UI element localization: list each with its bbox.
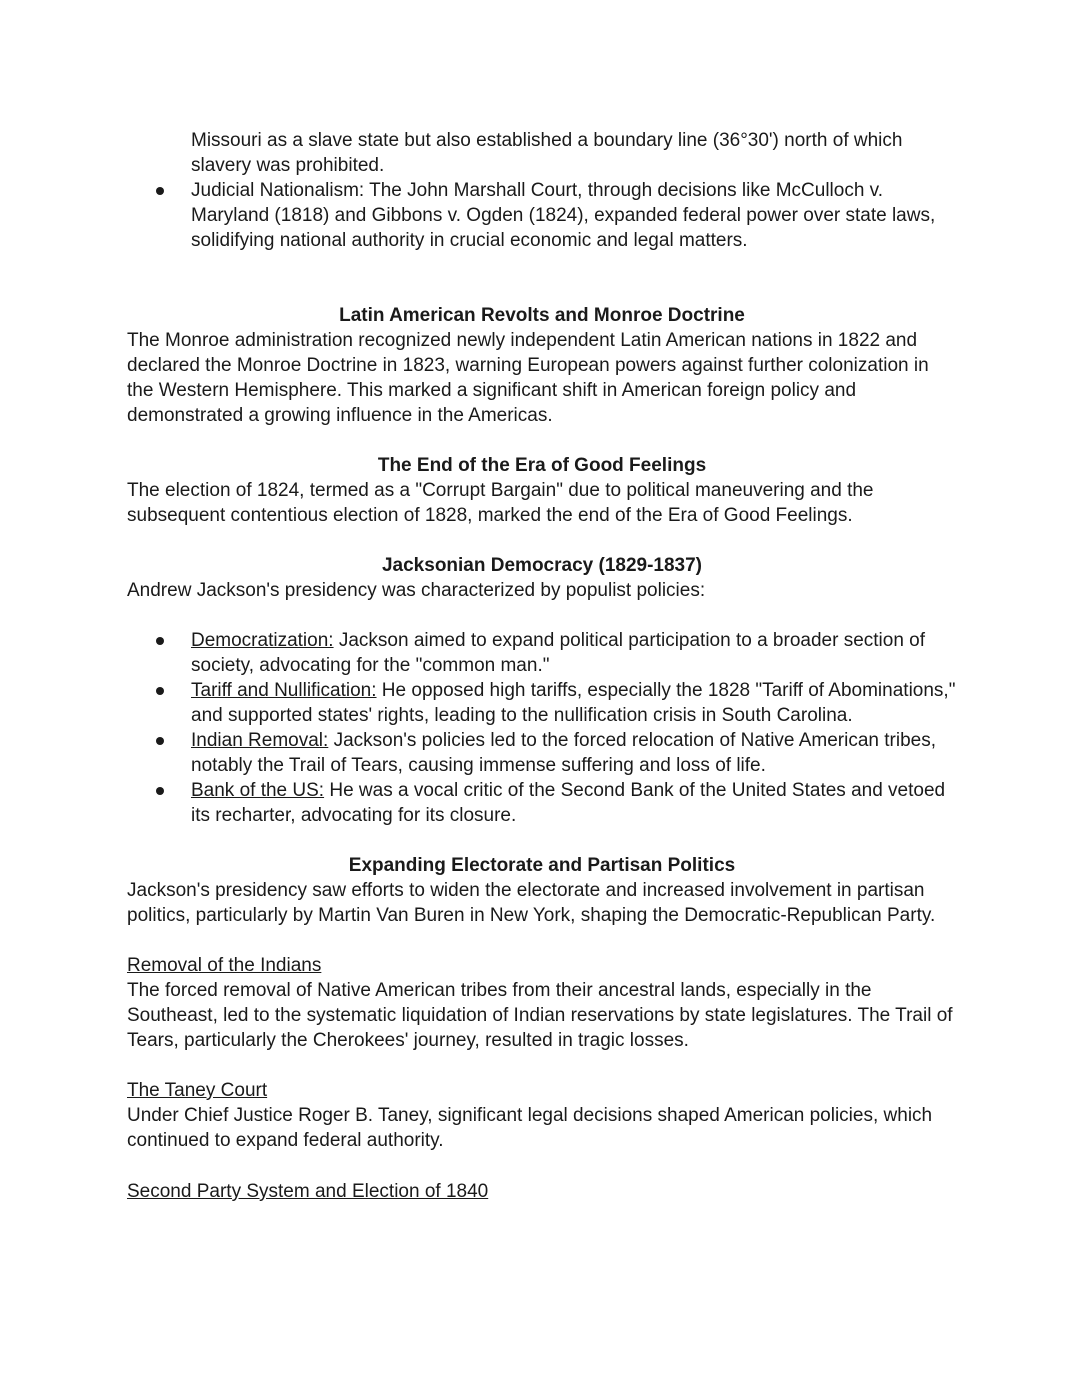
bullet-label: Indian Removal: bbox=[191, 730, 329, 751]
bullet-text: Judicial Nationalism: The John Marshall Court, through decisions like McCulloch v. Maryland (1818) and Gibbons v. Ogden (1824), expanded federal power over state laws, solidifying national authority in crucial economic and legal matters. bbox=[191, 180, 936, 251]
list-item bbox=[127, 178, 957, 253]
bullet-text: He was a vocal critic of the Second Bank of the United States and vetoed its recharter, advocating for its closure. bbox=[191, 780, 946, 826]
intro-bullet-list bbox=[127, 178, 957, 253]
bullet-text: He opposed high tariffs, especially the 1828 "Tariff of Abominations," and supported states' rights, leading to the nullification crisis in South Carolina. bbox=[191, 680, 956, 726]
section-heading-jacksonian-democracy: Jacksonian Democracy (1829-1837) bbox=[381, 555, 703, 576]
bullet-text: Jackson's policies led to the forced relocation of Native American tribes, notably the Trail of Tears, causing immense suffering and loss of life. bbox=[191, 730, 936, 776]
bullet-label: Bank of the US: bbox=[191, 780, 325, 801]
section-body-expanding-electorate: Jackson's presidency saw efforts to widen the electorate and increased involvement in partisan politics, particularly by Martin Van Buren in New York, shaping the Democratic-Republican Party. bbox=[127, 880, 936, 926]
list-item bbox=[127, 728, 957, 778]
section-heading-expanding-electorate: Expanding Electorate and Partisan Politics bbox=[348, 855, 736, 876]
section-heading-latin-american-revolts: Latin American Revolts and Monroe Doctrine bbox=[339, 305, 745, 326]
section-heading-end-of-era: The End of the Era of Good Feelings bbox=[377, 455, 707, 476]
section-body-removal-of-indians: The forced removal of Native American tribes from their ancestral lands, especially in the Southeast, led to the systematic liquidation of Indian reservations by state legislatures. The Trail of Tears, particularly the Cherokees' journey, resulted in tragic losses. bbox=[127, 980, 953, 1051]
continuation-text: Missouri as a slave state but also established a boundary line (36°30') north of which slavery was prohibited. bbox=[191, 130, 903, 176]
section-body-taney-court: Under Chief Justice Roger B. Taney, significant legal decisions shaped American policies, which continued to expand federal authority. bbox=[127, 1105, 933, 1151]
section-title-taney-court: The Taney Court bbox=[127, 1080, 268, 1101]
bullet-label: Democratization: bbox=[191, 630, 334, 651]
list-item bbox=[127, 678, 957, 728]
document-content bbox=[127, 128, 957, 1204]
section-intro-jacksonian-democracy: Andrew Jackson's presidency was characterized by populist policies: bbox=[127, 580, 706, 601]
section-body-end-of-era: The election of 1824, termed as a "Corrupt Bargain" due to political maneuvering and the subsequent contentious election of 1828, marked the end of the Era of Good Feelings. bbox=[127, 480, 874, 526]
list-item bbox=[127, 628, 957, 678]
section-title-removal-of-indians: Removal of the Indians bbox=[127, 955, 322, 976]
bullet-label: Tariff and Nullification: bbox=[191, 680, 377, 701]
section-body-latin-american-revolts: The Monroe administration recognized newly independent Latin American nations in 1822 and declared the Monroe Doctrine in 1823, warning European powers against further colonization in the Western Hemisphere. This marked a significant shift in American foreign policy and demonstrated a growing influence in the Americas. bbox=[127, 330, 929, 426]
list-item bbox=[127, 778, 957, 828]
section-title-second-party-system: Second Party System and Election of 1840 bbox=[127, 1181, 489, 1202]
bullet-text: Jackson aimed to expand political participation to a broader section of society, advocating for the "common man." bbox=[191, 630, 926, 676]
jacksonian-bullet-list bbox=[127, 628, 957, 828]
